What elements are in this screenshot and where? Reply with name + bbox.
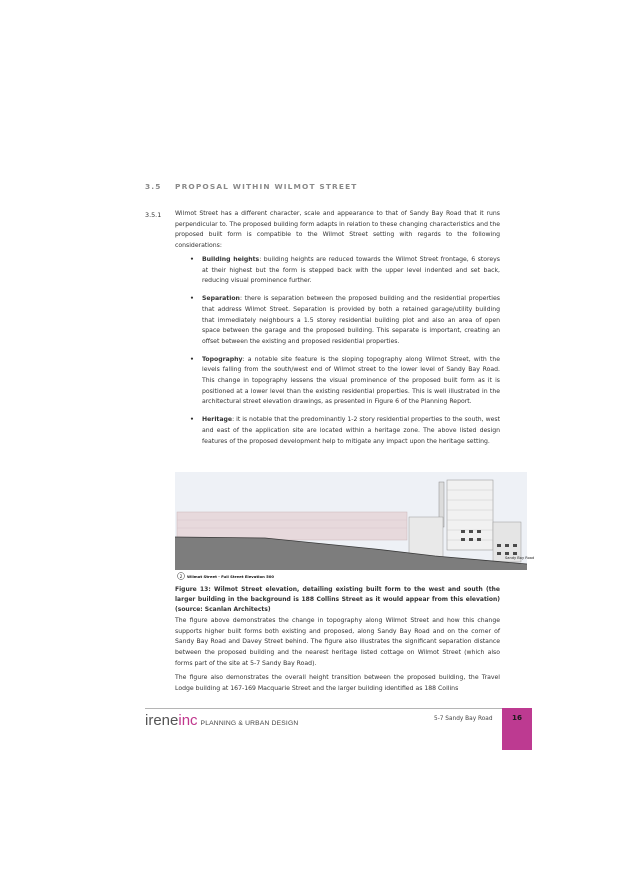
paragraph-number: 3.5.1: [145, 211, 162, 219]
section-heading: [145, 182, 357, 191]
list-item: [190, 415, 500, 447]
bullet-text: : a notable site feature is the sloping topography along Wilmot Street, with the levels falling from the south/west end of Wilmot street to the lower level of Sandy Bay Road. This change in topography lessens the visual prominence of the proposed built form as it is positioned at a lower level than the existing residential properties. This is well illustrated in the architectural street elevation drawings, as presented in Figure 6 of the Planning Report.: [202, 355, 500, 406]
bullet-icon: •: [190, 256, 194, 263]
intro-paragraph: Wilmot Street has a different character, scale and appearance to that of Sandy Bay Road that it runs perpendicular to. The proposed building form adapts in relation to these changing characteristics and the proposed built form is compatible to the Wilmot Street setting with regards to the following considerations:: [175, 210, 500, 250]
road-label: Sandy Bay Road: [505, 556, 535, 560]
bullet-term: Topography: [202, 355, 243, 363]
bullet-term: Separation: [202, 295, 240, 303]
paragraph-height-transition: The figure also demonstrates the overall height transition between the proposed building, the Travel Lodge building at 167-169 Macquarie Street and the larger building identified as 188 Collins: [175, 674, 500, 692]
bullet-term: Heritage: [202, 416, 233, 424]
background-buildings: [177, 512, 407, 540]
list-item: [190, 255, 500, 287]
list-item: [190, 294, 500, 348]
section-title: PROPOSAL WITHIN WILMOT STREET: [175, 182, 358, 191]
page-number: 16: [511, 713, 522, 722]
footer-address: 5-7 Sandy Bay Road: [434, 716, 493, 722]
street-elevation-figure: [175, 472, 535, 584]
bullet-icon: •: [190, 295, 194, 303]
figure-caption: Figure 13: Wilmot Street elevation, detailing existing built form to the west and south (the larger building in the background is 188 Collins Street as it would appear from this elevation) (source: Scanlan Architects): [175, 586, 500, 613]
page-number-tab: [502, 708, 532, 750]
paragraph-topography: The figure above demonstrates the change in topography along Wilmot Street and how this change supports higher built forms both existing and proposed, along Sandy Bay Road and on the corner of Sandy Bay Road and Davey Street behind. The figure also illustrates the significant separation distance between the proposed building and the nearest heritage listed cottage on Wilmot Street (which also forms part of the site at 5-7 Sandy Bay Road).: [175, 617, 500, 667]
drawing-number: 2: [179, 574, 183, 579]
brand-inc: inc: [178, 712, 198, 729]
brand-irene: irene: [145, 712, 179, 729]
brand-subtitle: PLANNING & URBAN DESIGN: [200, 720, 299, 727]
section-number: 3.5: [145, 182, 162, 191]
list-item: [190, 355, 500, 409]
bullet-text: : there is separation between the proposed building and the residential properties that address Wilmot Street. Separation is provided by both a retained garage/utility building that immediately neighbours a 1.5 storey residential building plot and also an area of open space between the garage and the proposed building. This separate is important, creating an offset between the existing and proposed residential properties.: [202, 295, 500, 345]
footer-divider: [145, 708, 502, 709]
bullet-text: : it is notable that the predominantly 1-2 story residential properties to the south, west and east of the application site are located within a heritage zone. The above listed design features of the proposed development help to mitigate any impact upon the heritage setting.: [202, 416, 500, 445]
bullet-text: : building heights are reduced towards the Wilmot Street frontage, 6 storeys at their highest but the form is stepped back with the upper level indented and set back, reducing visual prominence further.: [202, 256, 501, 285]
bullet-icon: •: [190, 355, 194, 363]
travel-lodge-building: [409, 517, 443, 557]
drawing-label: Wilmot Street - Full Street Elevation 500: [187, 574, 275, 579]
bullet-term: Building heights: [202, 256, 260, 263]
footer-logo: [145, 712, 298, 730]
considerations-list: [190, 255, 500, 454]
bullet-icon: •: [190, 416, 194, 424]
